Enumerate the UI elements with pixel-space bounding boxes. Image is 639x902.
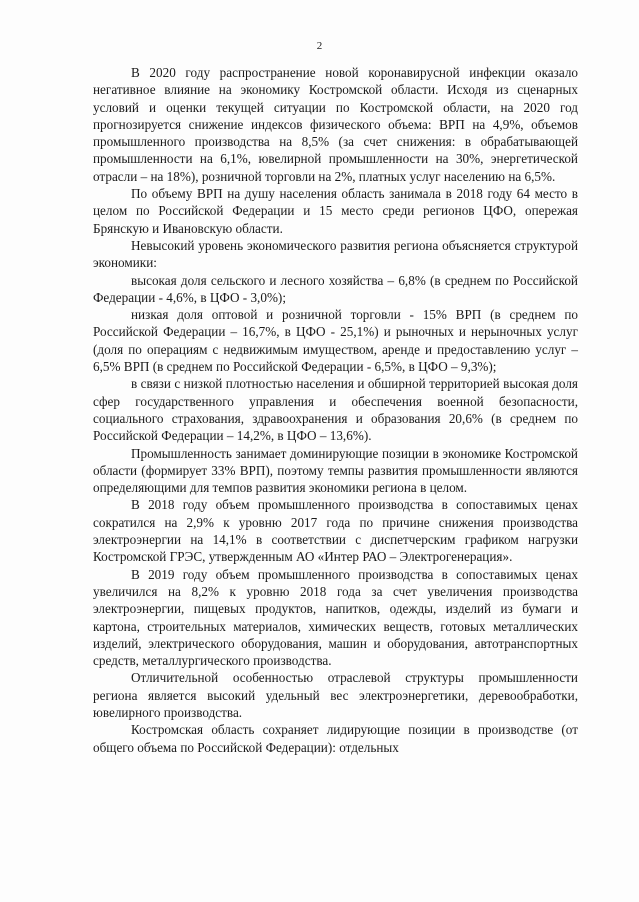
paragraph-industry-features: Отличительной особенностью отраслевой структуры промышленности региона является высокий удельный вес электроэнергетики, деревообработки, ювелирного производства. [93,670,578,720]
paragraph-trade-share: низкая доля оптовой и розничной торговли - 15% ВРП (в среднем по Российской Федерации – 16,7%, в ЦФО - 25,1%) и рыночных и нерыночных услуг (доля по операциям с недвижимым имуществом, аренде и предоставлению услуг – 6,5% ВРП (в среднем по Российской Федерации - 6,5%, в ЦФО – 9,3%); [93,307,578,375]
body-text [93,64,578,756]
paragraph-covid-impact: В 2020 году распространение новой коронавирусной инфекции оказало негативное влияние на экономику Костромской области. Исходя из сценарных условий и оценки текущей ситуации по Костромской области, на 2020 год прогнозируется снижение индексов физического объема: ВРП на 4,9%, объемов промышленного производства на 8,5% (за счет снижения: в обрабатывающей промышленности на 6,1%, ювелирной промышленности на 30%, энергетической отрасли – на 18%), розничной торговли на 2%, платных услуг населению на 6,5%. [93,65,578,184]
paragraph-grp-per-capita: По объему ВРП на душу населения область занимала в 2018 году 64 место в целом по Российской Федерации и 15 место среди регионов ЦФО, опережая Брянскую и Ивановскую области. [93,186,578,236]
page-number: 2 [316,40,323,52]
paragraph-2018-production: В 2018 году объем промышленного производства в сопоставимых ценах сократился на 2,9% к уровню 2017 года по причине снижения производства электроэнергии на 14,1% в соответствии с диспетчерским графиком нагрузки Костромской ГРЭС, утвержденным АО «Интер РАО – Электрогенерация». [93,497,578,565]
paragraph-public-sector-share: в связи с низкой плотностью населения и обширной территорией высокая доля сфер государственного управления и обеспечения военной безопасности, социального страхования, здравоохранения и образования 20,6% (в среднем по Российской Федерации – 14,2%, в ЦФО – 13,6%). [93,376,578,444]
paragraph-agriculture-share: высокая доля сельского и лесного хозяйства – 6,8% (в среднем по Российской Федерации - 4,6%, в ЦФО - 3,0%); [93,272,578,305]
paragraph-2019-production: В 2019 году объем промышленного производства в сопоставимых ценах увеличился на 8,2% к уровню 2018 года за счет увеличения производства электроэнергии, пищевых продуктов, напитков, одежды, изделий из бумаги и картона, строительных материалов, химических веществ, готовых металлических изделий, электрического оборудования, машин и оборудования, автотранспортных средств, металлургического производства. [93,566,578,669]
paragraph-economy-structure: Невысокий уровень экономического развития региона объясняется структурой экономики: [93,237,578,271]
paragraph-leading-positions: Костромская область сохраняет лидирующие позиции в производстве (от общего объема по Российской Федерации): отдельных [93,722,578,755]
paragraph-industry-dominance: Промышленность занимает доминирующие позиции в экономике Костромской области (формирует 33% ВРП), поэтому темпы развития промышленности являются определяющими для темпов развития экономики региона в целом. [93,445,578,496]
